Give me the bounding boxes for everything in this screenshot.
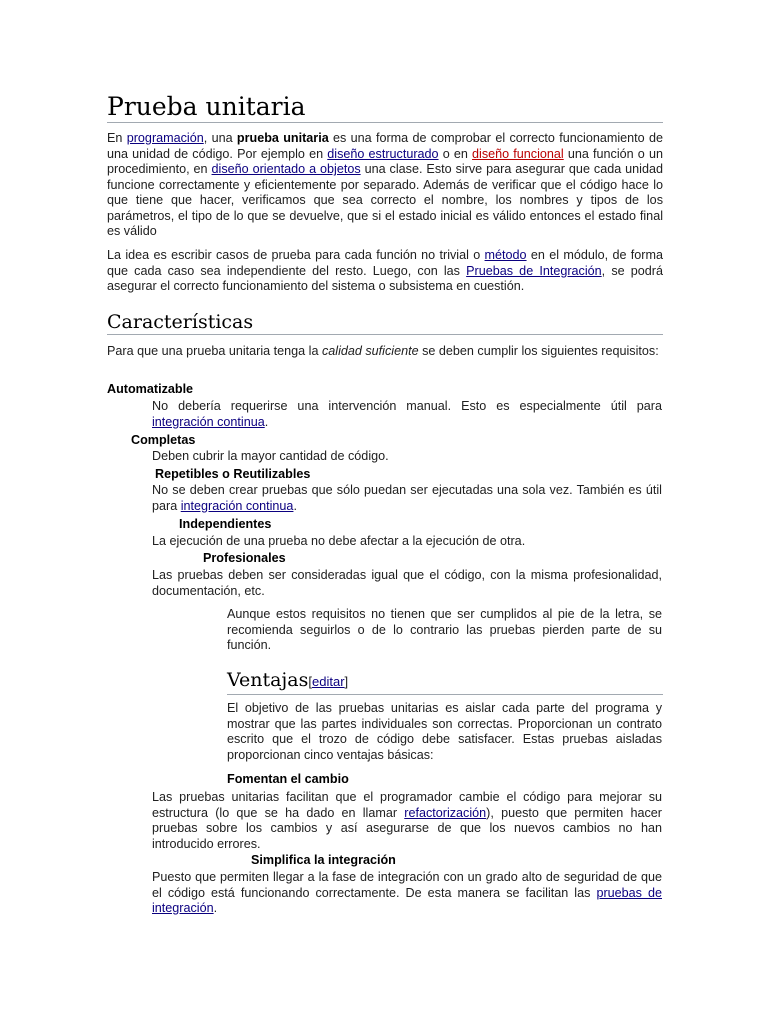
text: ), puesto que permiten hacer pruebas sobre los cambios y así asegurarse de que los nuevos cambios no han introducido errores.	[152, 805, 663, 851]
bracket: ]	[344, 674, 349, 689]
definition-simplifica-integracion	[152, 870, 662, 917]
text: se deben cumplir los siguientes requisitos:	[418, 344, 659, 358]
link-integracion-continua[interactable]: integración continua	[180, 498, 294, 513]
link-metodo[interactable]: método	[484, 248, 527, 262]
text: .	[293, 498, 297, 513]
text: o en	[438, 146, 473, 161]
definition-automatizable	[152, 399, 662, 430]
text: en el módulo, de forma que cada caso sea independiente del resto. Luego, con las	[107, 248, 663, 278]
term-completas: Completas	[131, 433, 196, 447]
definition-completas	[152, 449, 662, 465]
intro-paragraph-2	[107, 248, 663, 295]
link-refactorizacion[interactable]: refactorización	[404, 805, 487, 820]
definition-independientes	[152, 534, 662, 550]
text: Las pruebas unitarias facilitan que el programador cambie el código para mejorar su estructura (lo que se ha dado en llamar	[152, 790, 662, 820]
intro-paragraph	[107, 131, 663, 240]
text: Para que una prueba unitaria tenga la	[107, 344, 322, 358]
text: Las pruebas deben ser consideradas igual que el código, con la misma profesionalidad, documentación, etc.	[152, 568, 662, 598]
text: En	[107, 131, 127, 145]
term-repetibles: Repetibles o Reutilizables	[155, 467, 311, 481]
text: , se podrá asegurar el correcto funcionamiento del sistema o subsistema en cuestión.	[107, 263, 663, 293]
link-diseno-estructurado[interactable]: diseño estructurado	[327, 146, 439, 161]
text: No debería requerirse una intervención manual. Esto es especialmente útil para	[152, 399, 662, 413]
text: La idea es escribir casos de prueba para cada función no trivial o	[107, 248, 485, 262]
term-independientes: Independientes	[179, 517, 272, 531]
term-simplifica-integracion: Simplifica la integración	[251, 853, 396, 867]
text: , una	[203, 131, 237, 145]
bold-term: prueba unitaria	[236, 131, 329, 145]
link-diseno-funcional[interactable]: diseño funcional	[472, 146, 564, 161]
text: Puesto que permiten llegar a la fase de integración con un grado alto de seguridad de que el código está funcionando correctamente. De esta manera se facilitan las	[152, 870, 662, 900]
term-automatizable: Automatizable	[107, 382, 194, 396]
bracket: [	[308, 674, 313, 689]
link-integracion-continua[interactable]: integración continua	[152, 414, 265, 429]
requisitos-note: Aunque estos requisitos no tienen que ser cumplidos al pie de la letra, se recomienda seguirlos o de lo contrario las pruebas pierden parte de su función.	[227, 607, 662, 652]
text: Deben cubrir la mayor cantidad de código.	[152, 449, 389, 463]
caracteristicas-lead	[107, 344, 663, 360]
page-title: Prueba unitaria	[107, 92, 663, 123]
ventajas-lead: El objetivo de las pruebas unitarias es aislar cada parte del programa y mostrar que las partes individuales son correctas. Proporcionan un contrato escrito que el trozo de código debe satisfacer. Estas pruebas aisladas proporcionan cinco ventajas básicas:	[227, 701, 662, 762]
term-fomentan-cambio: Fomentan el cambio	[227, 772, 349, 786]
term-profesionales: Profesionales	[203, 551, 286, 565]
text: La ejecución de una prueba no debe afectar a la ejecución de otra.	[152, 534, 526, 548]
text: es una forma de comprobar el correcto funcionamiento de una unidad de código. Por ejemplo en	[107, 131, 663, 161]
text: una clase. Esto sirve para asegurar que cada unidad funcione correctamente y eficientemente por separado. Además de verificar que el código hace lo que tiene que hacer, verificamos que sea correcto el nombre, los nombres y tipos de los parámetros, el tipo de lo que se devuelve, que si el estado inicial es válido entonces el estado final es válido	[107, 162, 663, 238]
link-programacion[interactable]: programación	[126, 131, 204, 145]
text: .	[213, 901, 218, 915]
text: .	[264, 414, 269, 429]
section-heading-ventajas	[227, 668, 663, 695]
italic-text: calidad suficiente	[321, 344, 419, 358]
link-pruebas-integracion[interactable]: Pruebas de Integración	[466, 263, 602, 278]
text: No se deben crear pruebas que sólo puedan ser ejecutadas una sola vez. También es útil para	[152, 483, 662, 513]
link-diseno-orientado-objetos[interactable]: diseño orientado a objetos	[211, 162, 361, 176]
heading-text: Ventajas	[227, 669, 309, 691]
edit-section-link[interactable]: editar	[312, 674, 345, 689]
edit-section	[308, 674, 348, 689]
link-pruebas-de-integracion[interactable]: pruebas de integración	[152, 885, 662, 915]
definition-repetibles	[152, 483, 662, 514]
definition-fomentan-cambio	[152, 790, 662, 852]
text: una función o un procedimiento, en	[107, 146, 663, 176]
section-heading-caracteristicas: Características	[107, 310, 663, 335]
definition-profesionales	[152, 568, 662, 599]
